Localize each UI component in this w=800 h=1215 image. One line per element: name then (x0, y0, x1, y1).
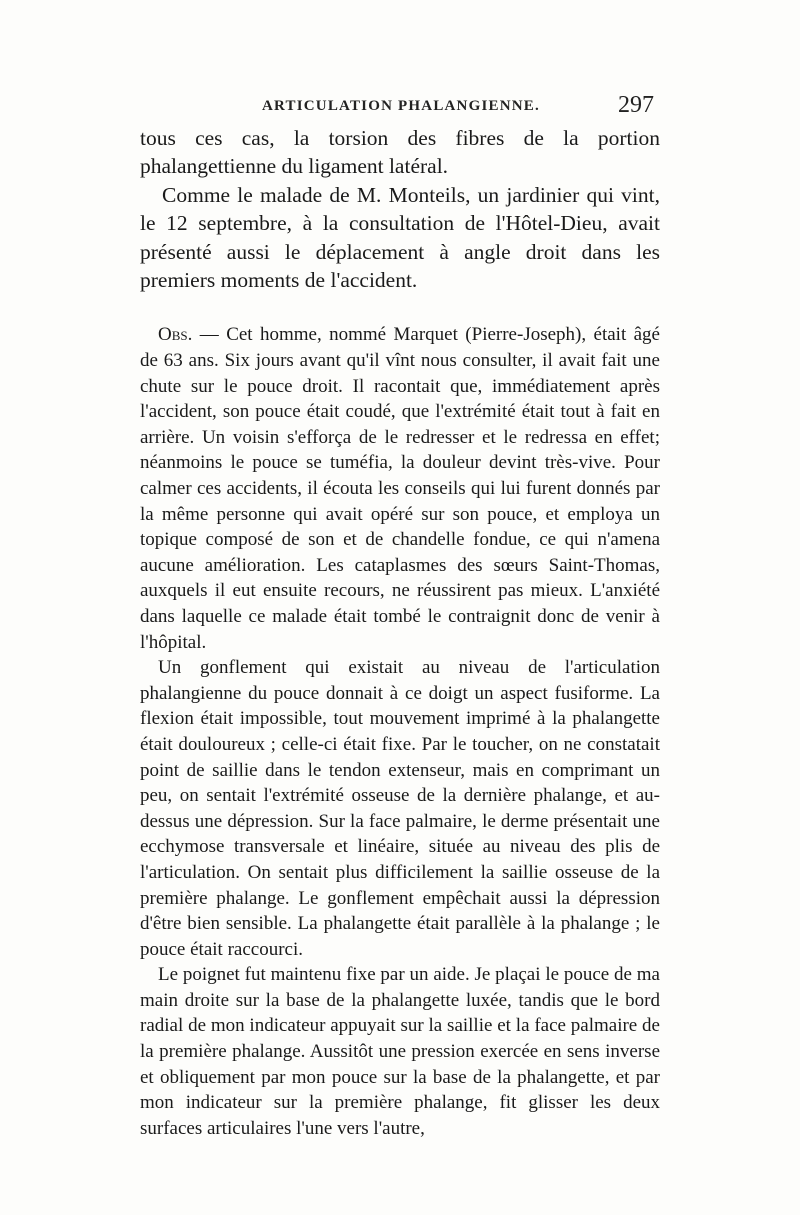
observation-label: Obs. (158, 324, 193, 346)
paragraph-poignet: Le poignet fut maintenu fixe par un aide. Je plaçai le pouce de ma main droite sur la base de la phalangette luxée, tandis que le bord radial de mon indicateur appuyait sur la saillie et la face palmaire de la première phalange. Aussitôt une pression exercée en sens inverse et obliquement par mon pouce sur la base de la phalangette, et par mon indicateur sur la première phalange, fit glisser les deux surfaces articulaires l'une vers l'autre, (140, 964, 660, 1139)
paragraph-continuation: tous ces cas, la torsion des fibres de la portion phalangettienne du ligament latéral. (140, 126, 660, 179)
paragraph-gonflement: Un gonflement qui existait au niveau de l'articulation phalangienne du pouce donnait à ce doigt un aspect fusiforme. La flexion était impossible, tout mouvement imprimé à la phalangette était douloureux ; celle-ci était fixe. Par le toucher, on ne constatait point de saillie dans le tendon extenseur, mais en comprimant un peu, on sentait l'extrémité osseuse de la dernière phalange, et au-dessus une dépression. Sur la face palmaire, le derme présentait une ecchymose transversale et linéaire, située au niveau des plis de l'articulation. On sentait plus difficilement la saillie osseuse de la première phalange. Le gonflement empêchait aussi la dépression d'être bien sensible. La phalangette était parallèle à la phalange ; le pouce était raccourci. (140, 657, 660, 960)
body-text (140, 124, 660, 1141)
running-head: ARTICULATION PHALANGIENNE. (262, 98, 540, 114)
paragraph-monteils: Comme le malade de M. Monteils, un jardinier qui vint, le 12 septembre, à la consultation de l'Hôtel-Dieu, avait présenté aussi le déplacement à angle droit dans les premiers moments de l'accident. (140, 182, 660, 293)
page-header (140, 92, 660, 122)
page-number: 297 (618, 92, 654, 118)
paragraph-observation (140, 322, 660, 655)
observation-text: — Cet homme, nommé Marquet (Pierre-Joseph), était âgé de 63 ans. Six jours avant qu'il vînt nous consulter, il avait fait une chute sur le pouce droit. Il racontait que, immédiatement après l'accident, son pouce était coudé, que l'extrémité était tout à fait en arrière. Un voisin s'efforça de le redresser et le redressa en effet; néanmoins le pouce se tuméfia, la douleur devint très-vive. Pour calmer ces accidents, il écouta les conseils qui lui furent donnés par la même personne qui avait opéré sur son pouce, et employa un topique composé de son et de chandelle fondue, ce qui n'amena aucune amélioration. Les cataplasmes des sœurs Saint-Thomas, auxquels il eut ensuite recours, ne réussirent pas mieux. L'anxiété dans laquelle ce malade était tombé le contraignit donc de venir à l'hôpital. (140, 324, 660, 653)
